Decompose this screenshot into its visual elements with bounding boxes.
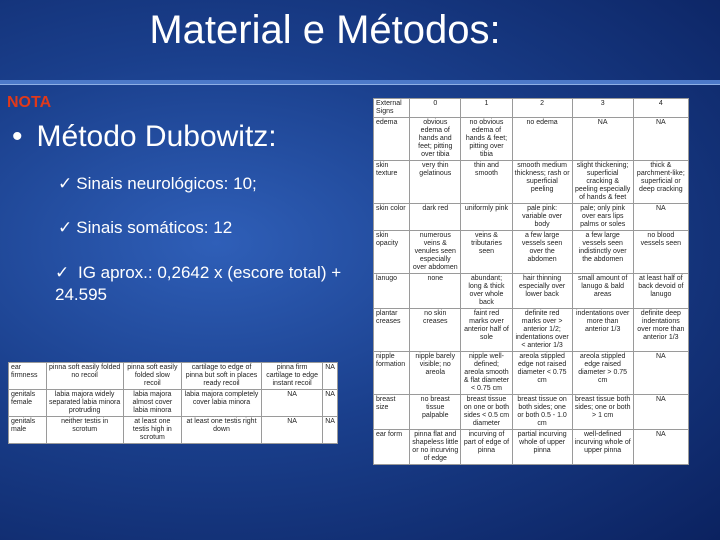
table-cell: small amount of lanugo & bald areas: [572, 274, 633, 309]
table-cell: labia majora almost cover labia minora: [123, 390, 181, 417]
table-row: [374, 309, 689, 352]
table-cell: hair thinning especially over lower back: [512, 274, 572, 309]
table-header-cell: 3: [572, 99, 633, 118]
table-cell: dark red: [410, 204, 461, 231]
checkmark-icon: ✓: [58, 218, 73, 237]
bullet-text: Método Dubowitz:: [36, 120, 277, 153]
table-cell: genitals male: [9, 417, 47, 444]
table-cell: no edema: [512, 118, 572, 161]
table-row: [374, 231, 689, 274]
table-cell: obvious edema of hands and feet; pitting over tibia: [410, 118, 461, 161]
table-cell: NA: [323, 417, 338, 444]
check-item-formula: [55, 262, 355, 306]
check-item-somatic: [58, 218, 232, 238]
table-cell: definite deep indentations over more than anterior 1/3: [633, 309, 688, 352]
table-cell: a few large vessels seen over the abdomen: [512, 231, 572, 274]
table-cell: pale; only pink over ears lips palms or soles: [572, 204, 633, 231]
table-cell: labia majora widely separated labia minora protruding: [46, 390, 123, 417]
title-divider-highlight: [0, 84, 720, 85]
checkmark-icon: ✓: [55, 263, 70, 282]
table-cell: veins & tributaries seen: [461, 231, 512, 274]
genital-ear-table: [8, 362, 338, 444]
table-cell: breast tissue on both sides; one or both 0.5 - 1.0 cm: [512, 395, 572, 430]
table-cell: ear firmness: [9, 363, 47, 390]
table-cell: no blood vessels seen: [633, 231, 688, 274]
table-cell: NA: [261, 390, 322, 417]
table-row: [374, 430, 689, 465]
table-cell: numerous veins & venules seen especially over abdomen: [410, 231, 461, 274]
bullet-symbol: •: [12, 120, 23, 153]
table-cell: very thin gelatinous: [410, 161, 461, 204]
table-cell: no breast tissue palpable: [410, 395, 461, 430]
table-cell: thin and smooth: [461, 161, 512, 204]
table-row: [9, 417, 338, 444]
table-cell: pinna soft easily folded slow recoil: [123, 363, 181, 390]
table-cell: definite red marks over > anterior 1/2; indentations over < anterior 1/3: [512, 309, 572, 352]
check-text: Sinais neurológicos: 10;: [76, 174, 257, 193]
table-cell: at least half of back devoid of lanugo: [633, 274, 688, 309]
table-cell: pinna flat and shapeless little or no incurving of edge: [410, 430, 461, 465]
table-cell: nipple formation: [374, 352, 410, 395]
table-cell: uniformly pink: [461, 204, 512, 231]
table-cell: plantar creases: [374, 309, 410, 352]
table-row: [374, 352, 689, 395]
table-cell: indentations over more than anterior 1/3: [572, 309, 633, 352]
table-header-cell: 4: [633, 99, 688, 118]
table-cell: skin color: [374, 204, 410, 231]
table-cell: at least one testis high in scrotum: [123, 417, 181, 444]
table-header-row: [374, 99, 689, 118]
table-row: [374, 204, 689, 231]
table-cell: breast size: [374, 395, 410, 430]
table-cell: NA: [633, 352, 688, 395]
table-cell: edema: [374, 118, 410, 161]
table-row: [374, 161, 689, 204]
table-cell: ear form: [374, 430, 410, 465]
check-text: Sinais somáticos: 12: [76, 218, 233, 237]
table-cell: neither testis in scrotum: [46, 417, 123, 444]
table-cell: abundant; long & thick over whole back: [461, 274, 512, 309]
table-cell: none: [410, 274, 461, 309]
table-cell: areola stippled edge raised diameter > 0.75 cm: [572, 352, 633, 395]
table-cell: genitals female: [9, 390, 47, 417]
checkmark-icon: ✓: [58, 174, 73, 193]
table-cell: partial incurving whole of upper pinna: [512, 430, 572, 465]
table-cell: pale pink: variable over body: [512, 204, 572, 231]
table-cell: breast tissue both sides; one or both > 1 cm: [572, 395, 633, 430]
table-cell: incurving of part of edge of pinna: [461, 430, 512, 465]
table-row: [374, 274, 689, 309]
table-cell: NA: [261, 417, 322, 444]
table-cell: areola stippled edge not raised diameter < 0.75 cm: [512, 352, 572, 395]
table-cell: pinna soft easily folded no recoil: [46, 363, 123, 390]
table-cell: no skin creases: [410, 309, 461, 352]
table-cell: lanugo: [374, 274, 410, 309]
table-row: [374, 118, 689, 161]
table-cell: NA: [633, 430, 688, 465]
table-cell: labia majora completely cover labia minora: [182, 390, 262, 417]
table-cell: NA: [633, 204, 688, 231]
table-row: [9, 363, 338, 390]
table-cell: NA: [323, 363, 338, 390]
table-cell: NA: [633, 395, 688, 430]
table-cell: breast tissue on one or both sides < 0.5 cm diameter: [461, 395, 512, 430]
external-signs-table: [373, 98, 689, 465]
table-row: [374, 395, 689, 430]
bullet-item: [12, 120, 277, 154]
table-cell: nipple well-defined; areola smooth & flat diameter < 0.75 cm: [461, 352, 512, 395]
table-cell: NA: [633, 118, 688, 161]
table-cell: skin texture: [374, 161, 410, 204]
table-header-cell: 2: [512, 99, 572, 118]
table-cell: a few large vessels seen indistinctly over the abdomen: [572, 231, 633, 274]
table-cell: nipple barely visible; no areola: [410, 352, 461, 395]
check-text: IG aprox.: 0,2642 x (escore total) + 24.595: [55, 263, 342, 304]
table-cell: at least one testis right down: [182, 417, 262, 444]
table-cell: well-defined incurving whole of upper pinna: [572, 430, 633, 465]
table-header-cell: External Signs: [374, 99, 410, 118]
slide-title: Material e Métodos:: [149, 8, 501, 52]
table-cell: smooth medium thickness; rash or superficial peeling: [512, 161, 572, 204]
table-cell: no obvious edema of hands & feet; pitting over tibia: [461, 118, 512, 161]
table-cell: thick & parchment-like; superficial or deep cracking: [633, 161, 688, 204]
note-label: NOTA: [7, 94, 52, 111]
table-cell: skin opacity: [374, 231, 410, 274]
table-cell: NA: [572, 118, 633, 161]
table-cell: NA: [323, 390, 338, 417]
table-cell: slight thickening; superficial cracking & peeling especially of hands & feet: [572, 161, 633, 204]
table-row: [9, 390, 338, 417]
table-cell: cartilage to edge of pinna but soft in places ready recoil: [182, 363, 262, 390]
check-item-neurologic: [58, 174, 257, 194]
table-header-cell: 1: [461, 99, 512, 118]
table-cell: faint red marks over anterior half of sole: [461, 309, 512, 352]
table-cell: pinna firm cartilage to edge instant recoil: [261, 363, 322, 390]
table-header-cell: 0: [410, 99, 461, 118]
